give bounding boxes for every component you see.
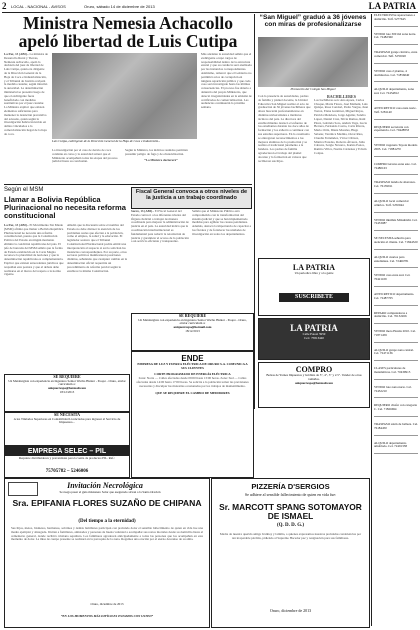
patria-contact-line3: Cel.: 75813440 [304, 335, 324, 340]
obituary-closing: “EN LOS MOMENTOS MÁS DIFÍCILES ESTAMOS CON USTED” [60, 614, 154, 618]
lead-text-column-4: Más adelante la autoridad señaló que el exdirigente ocupó cargos de responsabilidad dentro de la estructura estatal y que su conducta será analizada por las instancias correspondientes. Asimismo, remarcó que el Gobierno no permitirá actos de corrupción en ninguna repartición pública y que cada caso será investigado hasta las últimas consecuencias. El proceso fue abierto a denuncia del propio Ministerio, que detectó irregularidades en la emisión de certificados de comercialización. Las audiencias continuarán la próxima semana. [201, 53, 252, 110]
lead-text-column-3: Según la Ministra, los indicios reunidos permiten presumir peligro de fuga y de obstaculización. “La Ministra declarará” [125, 149, 197, 181]
pizzeria-intro: Se adhiere al sensible fallecimiento de quien en vida fue: [244, 492, 337, 497]
ad-selec-text: Requiere distribuidores y preventistas para la venta de productos PIL. Ref.: [19, 456, 115, 460]
ad-title: SE NECESITA [53, 412, 81, 417]
ad-title: SE REQUIERE [53, 374, 81, 379]
fiscal-headline: Fiscal General convoca a otros niveles de la justicia a un trabajo coordinado [135, 189, 248, 202]
fiscal-headline-box [131, 187, 252, 209]
pizzeria-body: Madre de nuestra querida amiga Ivanhoy y familia, a quienes expresamos nuestras profundas condolencias por tan irreparable pérdida, pidiendo al Supremo Hacedor paz y resignación para sus familiares. [219, 533, 362, 540]
lead-headline: Ministra Nemesia Achacollo apeló libertad de Luis Cutipa [18, 13, 238, 51]
classified-entry: ALQUILO departamento amoblado. Cel. 72491338 [374, 442, 418, 455]
ad-se-requiere-1 [4, 374, 130, 412]
obituary-logo [8, 482, 38, 496]
lead-pull-quote: “La Ministra declarará” [144, 157, 178, 162]
msm-headline: Llamar a Bolivia República Plurinacional no necesita reforma constitucional [4, 195, 126, 221]
ad-selec-phone: 75705782 – 5246006 [45, 469, 89, 474]
classified-entry: ALQUILO local comercial céntrico. Telf. 5250044 [374, 200, 418, 213]
classified-entry: TRASPASO tienda de abarrotes. Cel. 76139911 [374, 181, 418, 194]
classified-entry: VENDO casa 2 plantas, 4 dormitorios. Cel. 71856040 [374, 70, 418, 83]
ad-email: aniquecrespo@hotmail.com [173, 325, 212, 330]
patria-ad-line3: SUSCRIBETE [279, 293, 349, 302]
classified-entry: VENDO minibús Mitsubishi. Cel. 72453087 [374, 219, 418, 232]
ad-selec-title: EMPRESA SELEC – PIL [5, 447, 129, 456]
fiscal-text-column-2: Señaló que el Ministerio Público está comprometido con la transformación del sistema judicial y que se han implementado medidas para agilizar las causas pendientes. Además, destacó la importancia de capacitar a los fiscales y de fortalecer las unidades de investigación en todos los departamentos. [192, 210, 252, 236]
ende-schedule: Zona: Norte — Calles afectadas desde 09:00 hasta 13:00 horas. Zona: Sud — Calles afectadas desde 14:00 hasta 17:00 horas. Se solicita a la población tomar las previsiones necesarias y disculpar las molestias ocasionadas por los trabajos de mantenimiento. [136, 376, 249, 388]
lead-photo-caption: Luis Cutipa, exdirigente de la Dirección General de la Hoja de Coca e Industrializ... [52, 140, 161, 143]
masthead: LA PATRIA [368, 1, 416, 11]
classified-entry: ELECTRICISTA reparaciones a domicilio. Telf. 5277645 [374, 14, 418, 27]
classified-entry: REQUIERO secretaria con experiencia. Cel. 70428833 [374, 126, 418, 139]
ad-compro [258, 362, 370, 408]
section-divider [4, 184, 252, 185]
patria-ad-line1: LA PATRIA [292, 263, 336, 272]
column-divider [254, 14, 255, 409]
pizzeria-name: Sr. MARCOTT SPANG SOTOMAYOR DE ISMAEL [219, 502, 362, 521]
msm-text-column-1: La Paz, 13 (ABI).- El Movimiento Sin Miedo (MSM) afirmó que llamar a Bolivia República Plurinacional no necesita una reforma constitucional, puesto que la Constitución Política del Estado en ningún momento eliminó la condición republicana del país. El jefe de bancada del MSM señaló que la forma de Estado establecida en la Carta Magna reconoce la pluralidad de naciones y que la denominación republicana es complementaria. Explicó que existen antecedentes jurídicos que respaldan esta postura y que el debate debe realizarse en el marco del respeto a la norma vigente. [4, 224, 64, 277]
ad-se-necesita [4, 412, 130, 446]
msm-kicker: Según el MSM [4, 187, 44, 193]
classified-entry: ANTICRETICO casa zona norte. Telf. 5281140 [374, 107, 418, 120]
column-divider [371, 14, 372, 626]
san-miguel-caption: Promoción del Colegio San Miguel [290, 88, 336, 91]
san-miguel-headline: “San Miguel” graduó a 36 jóvenes con miras de profesionalizarse [259, 14, 367, 28]
classified-entry: TRASPASO garaje céntrico, zona comercial. Telf. 5255020 [374, 51, 418, 64]
ad-title: SE REQUIERE [178, 313, 207, 318]
ad-text: A los Titulados Superiores en Contabilidad Licenciados para ingresar al Servicio de Impuestos... [13, 416, 121, 425]
classified-entry: VENDO moto Honda 2010. Cel. 71871459 [374, 330, 418, 343]
ende-logo: ENDE [181, 354, 204, 363]
classified-entry: CLASES particulares de matemáticas. Cel. 70439915 [374, 367, 418, 380]
pizzeria-subtitle: (Q. D. D. G.) [276, 523, 305, 528]
classified-entry: TRASPASO salón de belleza. Cel. 76184450 [374, 423, 418, 436]
ad-la-patria-contact [258, 318, 370, 360]
classifieds-list [374, 14, 418, 454]
patria-contact-line1: LA PATRIA [290, 323, 338, 333]
obituary-footer: Oruro, diciembre de 2013 [90, 602, 124, 606]
obituary-name: Sra. EPIFANIA FLORES SUZAÑO DE CHIPANA [12, 498, 202, 508]
ad-empresa-selec [4, 446, 130, 478]
lead-text-column-2: La investigación por el caso de desvío de coca continúa en curso y la autoridad reiteró que el Ministerio acompañará todas las etapas del proceso judicial hasta su conclusión. [52, 149, 118, 164]
classified-entry: REQUIERO chofer con categoría C. Cel. 71826694 [374, 404, 418, 417]
san-miguel-text-column-2: BACHILLERES Los bachilleres son: Ana Apaza, Carlos Choque, María Flores, José Mamani, Luis Quispe, Rosa Condori, Pedro Vargas, Juan Torrez, Elena Gutiérrez, Miguel Rojas, Patricia Mendoza, Jorge Aguilar, Sandra López, Daniel Cruz, Silvia Ramos, Raúl Pérez, Gabriela Soto, Andrés Vega, Lucía Herrera, Fernando Castro, Carla Rivera, Mario Ortiz, Diana Morales, Hugo Salazar, Verónica Medina, Oscar Ríos, Claudia Fernández, Víctor Chávez, Mónica Paredes, Roberto Álvarez, Julia Cabrera, Sergio Navarro, Karina Ponce, Ramiro Villca, Norma Cárdenas y Edwin Colque. [314, 95, 369, 155]
ad-date: 18/12/2013 [185, 328, 200, 333]
page-header [2, 1, 418, 13]
pizzeria-condolence [211, 478, 370, 628]
fiscal-text-column-1: Sucre, 13 (ABI).- El Fiscal General del Estado convocó a los diferentes niveles del Órgano Judicial a trabajar de manera coordinada para mejorar la administración de justicia en el país. La autoridad indicó que la coordinación interinstitucional es fundamental para reducir la retardación de justicia y garantizar el acceso de la población a un servicio eficiente y transparente. [131, 210, 189, 244]
san-miguel-photo [258, 37, 368, 87]
classified-entry: SE NECESITA señorita para atención al cliente. Cel. 71844320 [374, 237, 418, 250]
classified-entry: REPARO computadoras a domicilio. Cel. 76132266 [374, 312, 418, 325]
ad-ende [131, 351, 254, 478]
classified-entry: VENDO lote 300 m2 zona norte. Cel. 72482360 [374, 33, 418, 46]
pizzeria-footer: Oruro, diciembre de 2013 [269, 608, 312, 613]
pizzeria-header: PIZZERÍA D'SERGIOS [251, 482, 330, 491]
obituary-header: Invitación Necrológica [67, 481, 143, 490]
msm-text-column-2: Añadió que la discusión sobre el nombre del Estado no debe distraer la atención de los problemas reales que afectan a la población, como el empleo, la salud y la educación. El legislador sostuvo que el Tribunal Constitucional Plurinacional podría emitir una interpretación al respecto si así lo solicitan las instancias correspondientes. Por su parte, otros sectores políticos manifestaron posiciones distintas, señalando que cualquier cambio en la denominación oficial requeriría un procedimiento de reforma parcial según lo establece la misma Constitución. [67, 224, 128, 273]
compro-text: Bolsas de Yarnes Impuestos y bobbins de 5", 4", 3" y 2.5". Vender de otros tamaños. [266, 373, 362, 381]
san-miguel-section: BACHILLERES [327, 95, 356, 99]
ende-title: EMPRESA DE LUZ Y FUERZA ELÉCTRICA DE ORURO S.A. COMUNICA A SUS CLIENTES [137, 362, 248, 370]
classifieds-column [374, 14, 418, 626]
ende-notice: QUE SE REQUIERE EL CAMBIO DE MEDIDORES [155, 390, 230, 395]
ad-la-patria-subscribe [258, 258, 370, 316]
ende-body: CORTE PROGRAMADO DE ENERGÍA ELÉCTRICA [154, 371, 231, 376]
classified-entry: VENDO lote zona norte. Cel. 72452210 [374, 386, 418, 399]
obituary-notice [4, 478, 210, 628]
lead-photo [52, 53, 197, 139]
classified-entry: ANTICRETICO departamento. Cel. 72487705 [374, 293, 418, 306]
obituary-intro: Se ruega pasar el guía misionero Solar que asegurado sirvan a la Santa Oración [59, 490, 161, 494]
classified-entry: VENDO vagoneta Toyota modelo 2005. Cel. 71881270 [374, 144, 418, 157]
classified-entry: COMPRO terreno zona este. Cel. 72480163 [374, 163, 418, 176]
lead-text-column-1: La Paz, 13 (ABI).- La ministra de Desarrollo Rural y Tierras, Nemesia Achacollo, apeló la decisión del juez de libertad de Luis Cutipa, quien era dirigente de la Dirección General de la Hoja de Coca e Industrialización, y el Tribunal de Justicia revisará la medida cautelar, según informó la autoridad. La determinación ministerial se presentó luego de que el exdirigente fuera beneficiado con medidas sustitutivas por el juez cautelar. La Ministra explicó que existen elementos suficientes para mantener la detención preventiva del acusado, quien según la investigación habría incurrido en delitos vinculados a la comercialización ilegal de la hoja de coca. [4, 53, 48, 136]
obituary-body: Sus hijos, nietos, bisnietos, hermanos, sobrinos y demás familiares participan con profundo dolor el sensible fallecimiento de quien en vida fue una madre ejemplar y abnegada. Invitan a familiares, amistades y personas de buena voluntad a acompañar sus restos mortales desde su domicilio hasta el cementerio general, donde recibirá cristiana sepultura. Los familiares agradecen anticipadamente a todas las personas que los acompañen en este momento de dolor. La misa de cuerpo presente se realizará en la parroquia de la zona. Rogamos una oración por el eterno descanso de su alma. [11, 527, 203, 542]
patria-ad-line2: Un periodico libre y a la gente [294, 271, 334, 275]
page-number: 2 [2, 1, 7, 11]
compro-title: COMPRO [295, 365, 333, 374]
classified-entry: ALQUILO cuartos para estudiantes. Cel. 72466781 [374, 256, 418, 269]
classified-entry: ALQUILO departamento, zona sud. Cel. 72454812 [374, 88, 418, 101]
ad-email: aniquecrespo@hotmail.com [48, 386, 86, 391]
date-line: Oruro, sábado 14 de diciembre de 2013 [84, 4, 155, 9]
ad-se-requiere-2 [131, 313, 254, 351]
ad-date: 18/12/2013 [59, 389, 75, 394]
compro-email: aniquecrespo@hotmail.com [295, 380, 333, 385]
ad-text: Un Metalurgista con experiencia en Ingeniero Senior Wacho Hunter - Poopó - Oruro, enviar curriculum a: [8, 378, 126, 387]
classified-entry: VENDO casa zona sud. Cel. 70421109 [374, 274, 418, 287]
patria-contact-line2: Calle Potosí 5959 [302, 332, 326, 336]
page-section-label: LOCAL - NACIONAL - AVISOS [11, 4, 66, 9]
classified-entry: ALQUILO garaje zona central. Cel. 72471136 [374, 349, 418, 362]
obituary-subtitle: (Del tiempo a la eternidad) [78, 519, 136, 524]
san-miguel-text-column-1: Con la presencia de autoridades, padres de familia y plantel docente, la Unidad Educativa San Miguel realizó el acto de graduación de 36 jóvenes bachilleres que ahora buscarán profesionalizarse en distintas universidades e institutos técnicos del país. La directora del establecimiento destacó el esfuerzo de los estudiantes durante los doce años de formación y los exhortó a continuar con sus estudios superiores. En la ceremonia se entregaron reconocimientos a los mejores alumnos de la promoción y se realizó el tradicional juramento a la bandera. Los padres de familia agradecieron el trabajo del plantel docente y la formación en valores que recibieron sus hijos. [258, 95, 311, 163]
ad-text: Un Metalurgista con experiencia en Ingeniero Senior Wacho Hunter - Poopó - Oruro, enviar curriculum a: [138, 317, 247, 326]
